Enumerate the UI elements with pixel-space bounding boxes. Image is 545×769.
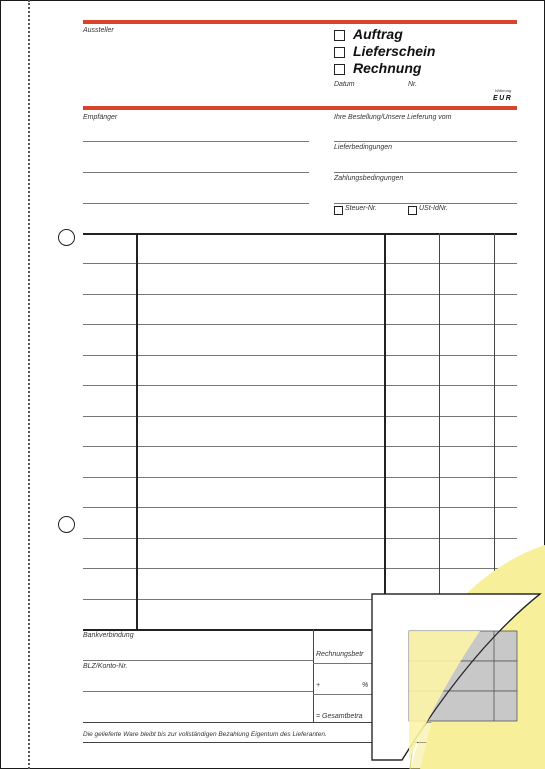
recipient-label: Empfänger (83, 114, 118, 121)
percent-label: % (362, 682, 369, 689)
currency-label: EUR (493, 95, 513, 102)
vat-id-label: USt-IdNr. (419, 205, 448, 212)
number-label: Nr. (408, 81, 418, 88)
doc-type-auftrag: Auftrag (353, 26, 403, 42)
plus-label: + (316, 682, 321, 689)
doc-type-lieferschein: Lieferschein (353, 43, 436, 59)
invoice-amount-label: Rechnungsbetr (316, 651, 364, 658)
payment-terms-label: Zahlungsbedingungen (334, 175, 404, 182)
total-label: = Gesamtbetra (316, 713, 363, 720)
bank-label: Bankverbindung (83, 632, 134, 639)
order-label: Ihre Bestellung/Unsere Lieferung vom (334, 114, 452, 121)
currency-small-label: Währung (495, 88, 512, 93)
issuer-label: Aussteller (83, 27, 114, 34)
doc-type-rechnung: Rechnung (353, 60, 422, 76)
account-label: BLZ/Konto-Nr. (83, 663, 128, 670)
tax-no-label: Steuer-Nr. (345, 205, 377, 212)
date-label: Datum (334, 81, 355, 88)
delivery-terms-label: Lieferbedingungen (334, 144, 392, 151)
disclaimer-text: Die gelieferte Ware bleibt bis zur vollständigen Bezahlung Eigentum des Lieferanten. (83, 731, 327, 738)
